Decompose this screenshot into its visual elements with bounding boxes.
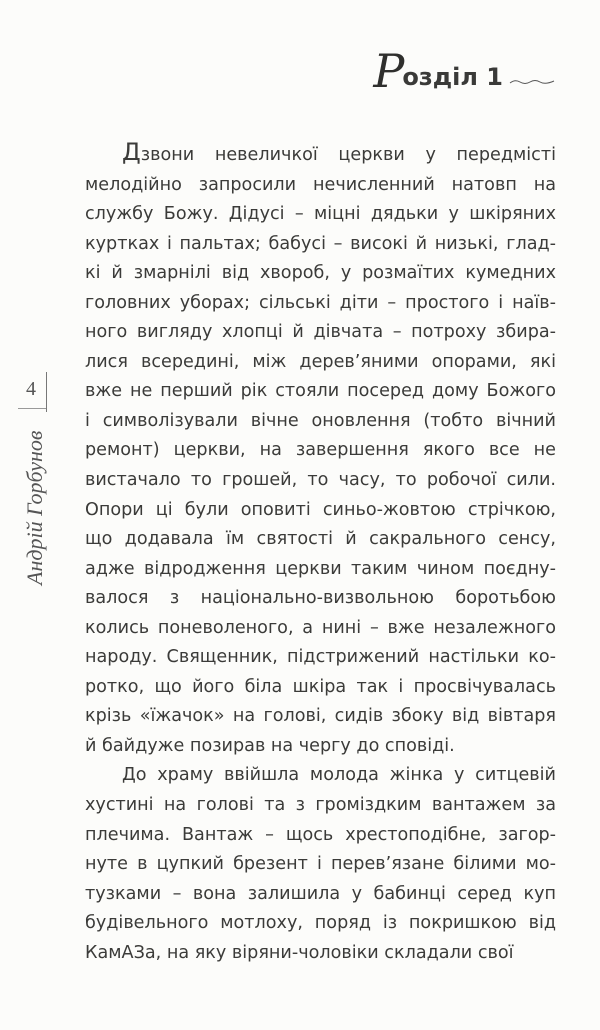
- line-text: ремонт) церкви, на завершення якого все не: [85, 440, 556, 461]
- line-text: ротко, що його біла шкіра так і просвічувалась: [85, 676, 556, 697]
- line-text: лися всередині, між дерев’яними опорами, які: [85, 351, 556, 372]
- line-text: головних уборах; сільські діти – простого і наїв-: [85, 292, 556, 313]
- line-text: вистачало то грошей, то часу, то робочої сили.: [85, 470, 556, 491]
- text-line: [85, 138, 556, 171]
- line-text: плечима. Вантаж – щось хрестоподібне, загор-: [85, 824, 556, 845]
- line-text: будівельного мотлоху, поряд із покришкою від: [85, 913, 556, 934]
- text-line: [85, 850, 556, 880]
- text-line: [85, 732, 556, 762]
- margin-divider: [46, 372, 47, 412]
- line-text: службу Божу. Дідусі – міцні дядьки у шкіряних: [85, 204, 556, 225]
- text-line: [85, 821, 556, 851]
- line-text: нуте в цупкий брезент і перев’язане білими мо-: [85, 854, 556, 875]
- text-line: [85, 880, 556, 910]
- line-text: народу. Священник, підстрижений настільки ко-: [85, 647, 556, 668]
- text-line: [85, 614, 556, 644]
- line-text: валося з національно-визвольною боротьбою: [85, 588, 556, 609]
- line-text: колись поневоленого, а нині – вже незалежного: [85, 617, 556, 638]
- text-line: [85, 791, 556, 821]
- running-author: Андрій Горбунов: [22, 430, 47, 585]
- line-text: хустині на голові та з громіздким вантажем за: [85, 795, 556, 816]
- text-line: [85, 407, 556, 437]
- line-text: звони невеличкої церкви у передмісті: [140, 145, 556, 165]
- text-line: [85, 673, 556, 703]
- text-line: [85, 466, 556, 496]
- text-line: [85, 939, 556, 969]
- chapter-title: озділ 1: [402, 63, 503, 91]
- text-line: [85, 259, 556, 289]
- chapter-initial: Р: [373, 44, 405, 98]
- line-text: ного вигляду хлопці й дівчата – потроху збира-: [85, 322, 556, 343]
- line-text: крізь «їжачок» на голові, сидів збоку від вівтаря: [85, 706, 556, 727]
- body-text: [85, 138, 556, 968]
- line-text: адже відродження церкви таким чином поєдну-: [85, 558, 556, 579]
- line-text: і символізували вічне оновлення (тобто вічний: [85, 410, 556, 431]
- line-text: До храму ввійшла молода жінка у ситцевій: [122, 765, 556, 786]
- text-line: [85, 761, 556, 791]
- text-line: [85, 584, 556, 614]
- text-line: [85, 289, 556, 319]
- line-text: кі й змарнілі від хвороб, у розмаїтих кумедних: [85, 263, 556, 284]
- line-text: мелодійно запросили нечисленний натовп на: [85, 174, 556, 195]
- text-line: [85, 377, 556, 407]
- line-text: що додавала їм святості й сакрального сенсу,: [85, 529, 556, 550]
- text-line: [85, 348, 556, 378]
- line-text: КамАЗа, на яку віряни-чоловіки складали свої: [85, 942, 514, 963]
- line-text: Опори ці були оповиті синьо-жовтою стрічкою,: [85, 499, 556, 520]
- line-text: й байдуже позирав на чергу до сповіді.: [85, 735, 455, 756]
- text-line: [85, 643, 556, 673]
- line-text: вже не перший рік стояли посеред дому Божого: [85, 381, 556, 402]
- text-line: [85, 909, 556, 939]
- wave-ornament-icon: [509, 78, 555, 86]
- text-line: [85, 496, 556, 526]
- chapter-heading: [373, 44, 555, 98]
- text-line: [85, 525, 556, 555]
- text-line: [85, 555, 556, 585]
- line-text: куртках і пальтах; бабусі – високі й низькі, глад-: [85, 233, 556, 254]
- text-line: [85, 702, 556, 732]
- margin-divider-horizontal: [18, 408, 46, 409]
- page-number: 4: [26, 378, 36, 400]
- drop-cap: Д: [122, 138, 141, 166]
- text-line: [85, 171, 556, 201]
- text-line: [85, 318, 556, 348]
- text-line: [85, 436, 556, 466]
- line-text: тузками – вона залишила у бабинці серед куп: [85, 883, 556, 904]
- text-line: [85, 230, 556, 260]
- text-line: [85, 200, 556, 230]
